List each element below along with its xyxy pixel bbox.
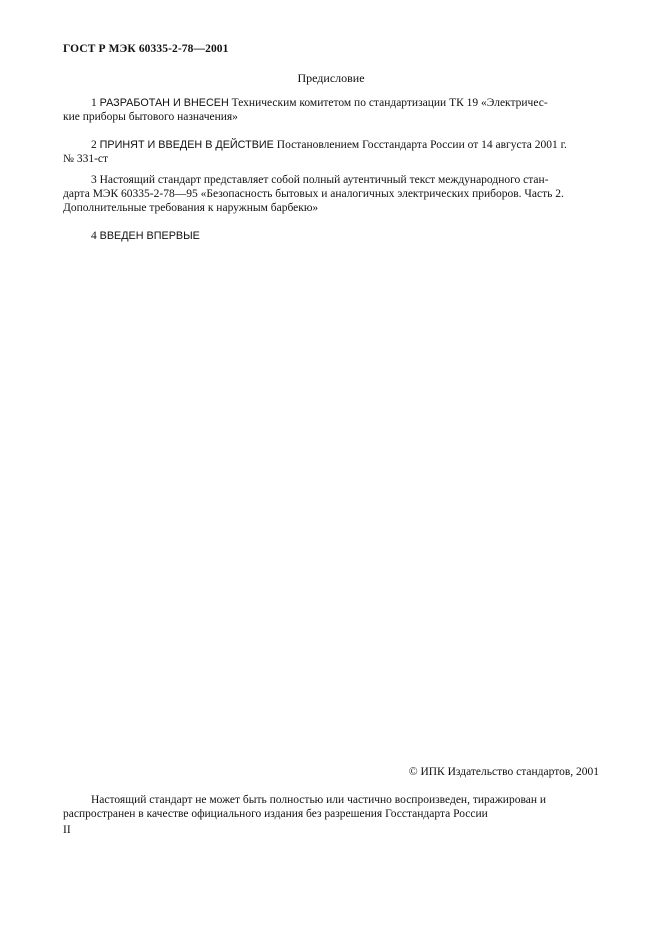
preface-item-4 <box>63 229 599 243</box>
item-2-lead: ПРИНЯТ И ВВЕДЕН В ДЕЙСТВИЕ <box>99 139 274 151</box>
standard-designation: ГОСТ Р МЭК 60335-2-78—2001 <box>63 43 229 55</box>
reproduction-notice-line1: Настоящий стандарт не может быть полностью или частично воспроизведен, тиражирован и <box>91 794 547 806</box>
page-number: II <box>63 824 71 836</box>
preface-item-1 <box>63 96 599 124</box>
item-1-lead: РАЗРАБОТАН И ВНЕСЕН <box>99 97 229 109</box>
preface-title: Предисловие <box>297 71 365 85</box>
preface-item-2 <box>63 138 599 166</box>
preface-item-3 <box>63 173 599 216</box>
item-2-text-line1: Постановлением Госстандарта России от 14 августа 2001 г. <box>276 139 567 151</box>
item-3-text-line1: Настоящий стандарт представляет собой полный аутентичный текст международного стан- <box>99 174 549 186</box>
item-1-text-line2: кие приборы бытового назначения» <box>63 111 238 124</box>
item-2-text-line2: № 331-ст <box>63 153 109 166</box>
reproduction-notice <box>63 793 599 821</box>
item-1-number: 1 <box>91 97 97 109</box>
item-3-number: 3 <box>91 174 97 186</box>
item-1-text-line1: Техническим комитетом по стандартизации ТК 19 «Электричес- <box>231 97 548 109</box>
item-4-lead: ВВЕДЕН ВПЕРВЫЕ <box>99 230 200 242</box>
item-2-number: 2 <box>91 139 97 151</box>
copyright-notice: © ИПК Издательство стандартов, 2001 <box>408 766 599 778</box>
item-3-text-line2: дарта МЭК 60335-2-78—95 «Безопасность бытовых и аналогичных электрических приборов. Часть 2. <box>63 188 564 201</box>
item-4-number: 4 <box>91 230 97 242</box>
reproduction-notice-line2: распространен в качестве официального издания без разрешения Госстандарта России <box>63 808 488 821</box>
item-3-text-line3: Дополнительные требования к наружным барбекю» <box>63 202 319 215</box>
